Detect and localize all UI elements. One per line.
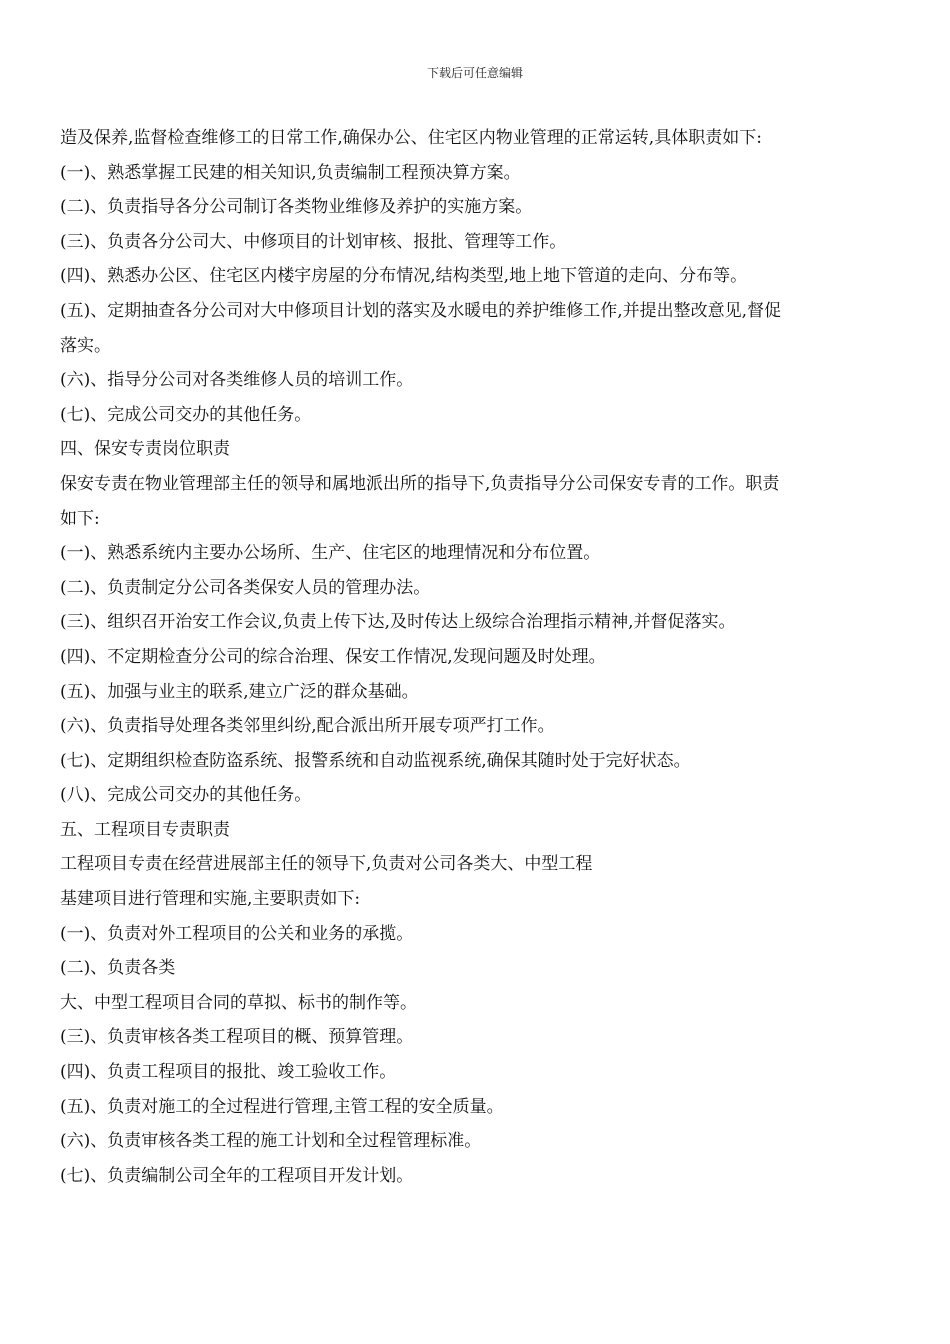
text-line: (三)、负责审核各类工程项目的概、预算管理。 xyxy=(60,1027,414,1048)
text-line: (二)、负责指导各分公司制订各类物业维修及养护的实施方案。 xyxy=(60,197,533,218)
text-line: (三)、负责各分公司大、中修项目的计划审核、报批、管理等工作。 xyxy=(60,231,567,252)
text-line: (二)、负责各类 xyxy=(60,958,176,979)
text-line: (七)、完成公司交办的其他任务。 xyxy=(60,404,312,425)
text-line: (五)、定期抽查各分公司对大中修项目计划的落实及水暖电的养护维修工作,并提出整改意见,督促 xyxy=(60,300,782,321)
section-heading: 四、保安专责岗位职责 xyxy=(60,439,230,460)
text-line: 保安专责在物业管理部主任的领导和属地派出所的指导下,负责指导分公司保安专青的工作。职责 xyxy=(60,473,780,494)
text-line: (二)、负责制定分公司各类保安人员的管理办法。 xyxy=(60,577,431,598)
text-line: (一)、熟悉掌握工民建的相关知识,负责编制工程预决算方案。 xyxy=(60,162,521,183)
section-heading: 五、工程项目专责职责 xyxy=(60,819,230,840)
text-line: (六)、负责指导处理各类邻里纠纷,配合派出所开展专项严打工作。 xyxy=(60,716,555,737)
text-line: 落实。 xyxy=(60,335,111,356)
text-line: (七)、负责编制公司全年的工程项目开发计划。 xyxy=(60,1165,414,1186)
text-line: (八)、完成公司交办的其他任务。 xyxy=(60,785,312,806)
text-line: 造及保养,监督检查维修工的日常工作,确保办公、住宅区内物业管理的正常运转,具体职责如下: xyxy=(60,128,762,148)
text-line: (五)、负责对施工的全过程进行管理,主管工程的安全质量。 xyxy=(60,1096,504,1117)
text-line: (六)、负责审核各类工程的施工计划和全过程管理标准。 xyxy=(60,1131,482,1152)
text-line: 基建项目进行管理和实施,主要职责如下: xyxy=(60,889,361,910)
text-line: (四)、负责工程项目的报批、竣工验收工作。 xyxy=(60,1062,397,1083)
page-header: 下载后可任意编辑 xyxy=(426,66,523,80)
text-line: (一)、负责对外工程项目的公关和业务的承揽。 xyxy=(60,923,414,944)
text-line: (四)、不定期检查分公司的综合治理、保安工作情况,发现问题及时处理。 xyxy=(60,646,606,667)
text-line: 工程项目专责在经营进展部主任的领导下,负责对公司各类大、中型工程 xyxy=(60,854,593,875)
text-line: (四)、熟悉办公区、住宅区内楼宇房屋的分布情况,结构类型,地上地下管道的走向、分布等。 xyxy=(60,266,748,287)
document-body xyxy=(60,121,890,1193)
text-line: (六)、指导分公司对各类维修人员的培训工作。 xyxy=(60,370,414,391)
text-line: (三)、组织召开治安工作会议,负责上传下达,及时传达上级综合治理指示精神,并督促落实。 xyxy=(60,612,736,633)
text-line: 如下: xyxy=(60,508,100,529)
text-line: 大、中型工程项目合同的草拟、标书的制作等。 xyxy=(60,992,417,1013)
text-line: (七)、定期组织检查防盗系统、报警系统和自动监视系统,确保其随时处于完好状态。 xyxy=(60,750,691,771)
text-line: (一)、熟悉系统内主要办公场所、生产、住宅区的地理情况和分布位置。 xyxy=(60,543,601,564)
text-line: (五)、加强与业主的联系,建立广泛的群众基础。 xyxy=(60,681,419,702)
